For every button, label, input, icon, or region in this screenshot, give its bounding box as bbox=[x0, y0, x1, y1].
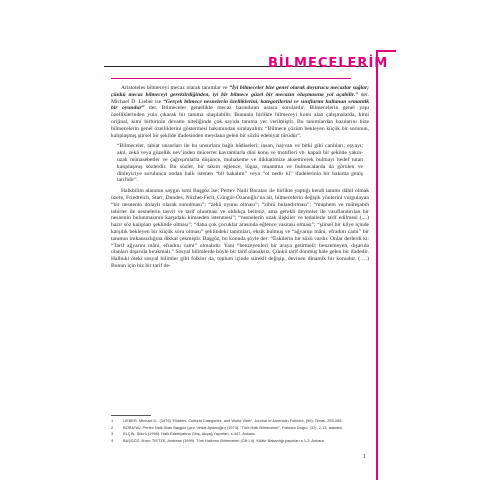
text-run: der. Bilmeceler genellikle mecaz barındıran ustaca sorulardır. Bilmecelerin genel yapı özelliklerinden yola çıkarak bir tanıma ulaşılabilir. Bununla birlikte bilmeceyi konu alan çalışmalarda, kimi orijinal, kimi birbirinin devamı niteliğinde çok sayıda tanıma yer verilmiştir. Bu tanımlardan bazılarını bize bilmecelerin genel özelliklerini göstermesi bakımından sıralayalım: “Bilmece çözüm bekleyen küçük bir sorunun, kalıplaşmış şiirsel bir şekilde ifadesinden meydana gelen bir sözlü edebiyat türüdür”. bbox=[111, 105, 369, 139]
footnote-number: 4 bbox=[111, 437, 114, 443]
paragraph-intro bbox=[111, 85, 369, 139]
aristoteles-quote: “İyi bilmeceler bize genel olarak doyurucu mecazlar sağlar; çünkü mecaz bilmeceyi gerektirdiğinden, iyi bir bilmece güzel bir mecazın oluşmasına yol açabilir.” bbox=[111, 85, 369, 98]
footnote-number: 1 bbox=[111, 418, 114, 423]
footnote-text: ELÇİN, Şükrü (1998). Halk Edebiyatına Giriş, Akçağ Yayınları, s.447, Ankara. bbox=[123, 431, 256, 437]
footnote-text: LIEBER, Michael D., (1976) “Riddles, Cultural Categories, and World View”, Journal of American Folklore, (89), Texas, 255-265. bbox=[123, 418, 343, 423]
footnote-rule bbox=[111, 415, 151, 416]
text-run: der. Michael D. Lieber ise bbox=[111, 91, 369, 105]
header-pink-corner bbox=[376, 50, 396, 52]
page-number: 1 bbox=[363, 454, 366, 460]
footnote bbox=[111, 425, 369, 432]
footnote-number: 2 bbox=[111, 424, 114, 430]
footnote-text: BAŞGÖZ, İlhan; TIETZE, Andreas (1999). Türk Halkının Bilmeceleri (Cilt I-II), Kültür Bakanlığı yayınları s.1-2, Ankara. bbox=[123, 437, 325, 443]
pink-margin-line bbox=[376, 50, 378, 480]
footnote bbox=[111, 438, 369, 445]
body-text bbox=[111, 85, 369, 270]
page-title: BİLMECELERİM bbox=[268, 56, 389, 71]
footnote-number: 3 bbox=[111, 431, 114, 437]
paragraph-basgoz: Halkbilim alanının saygın ismi Başgöz ise; Pertev Naili Boratav ile birlikte yaptığı kendi tanımı dâhil olmak üzere, Friedreich, Starr, Dundes, Nüzhet-Ferit, Güngör-Özanoğlu’na ait, bilmecelerin değişik yönlerini vurgulayan “bir nesnenin dolaylı olarak sunulması”; “zekâ oyunu olması”; “zihni bulandırması”; “müphem ve müteşabih tabirler ile nesnelerin tasvir ve tarif olunması ve oldukça belirsiz, ama gerekli deyimler ile vasıflandırılan bir nesnenin bulunmasının karşıdaki kimseden istenmesi”; “nesnelerin uzak ilişkiler ve tedailerle tarif edilmesi (....) hazır söz kalıpları şeklinde olması”; “daha çok çocuklar arasında eğlence vasıtası olması”; “şiirsel bir kliye içinde karşılık bekleyen bir küçük soru olması” şeklindeki tanımları, eksik bulmuş ve “ağyarını mâni, efradını cami” bir tanımın imkansızlığına dikkat çekmiştir. Başgöz, bu konuda şöyle der: “Eskilerin bir sözü vardır. Onlar derlerdi ki: “Tarif ağyarını mâni, efradını cami” olmalıdır. Yani “benzeyenleri bir araya getirmeli; benzemeyen, dışarıda olanları dışarıda bırakmalı.” Sosyal bilimlerde böyle bir tarif olanaksız. Çünkü tarif donmuş hale gelen bir ifadedir. Halbuki öteki sosyal bilimler gibi folklor da, toplum içinde sürekli değişip, devinen dinamik bir konudur. (….) Bunun için biz bir tarif de- bbox=[111, 188, 369, 269]
footnotes bbox=[111, 418, 369, 444]
footnote bbox=[111, 431, 369, 438]
footnote-text: BORATAV, Pertev Naili-İlhan Başgöz (çev. Vedat Aydınoğlu) (1974). “Türk Halk Bilmeceleri”, Folklora Doğru, (37), 2-13, İstanbul. bbox=[123, 424, 344, 430]
text-run: Aristoteles bilmeceyi mecaz olarak tanımlar ve bbox=[121, 85, 230, 91]
lieber-quote: “Gerçek bilmece nesnelerin özelliklerini, kategorilerini ve sınıflarını kullanan semantik bir oyundur” bbox=[111, 98, 369, 112]
header-pink-rule bbox=[111, 78, 351, 79]
block-quote: “Bilmeceler, tabiat unsurları ile bu unsurlara bağlı hâdiseleri; insan, hayvan ve bitki gibi canlıları; eşyayı; akıl, zekâ veya güzellik nev’inden mücerret kavramlarla dinî konu ve motifleri vb. kapalı bir şekilde yakın-uzak münasebetler ve çağrışımlarla düşünce, muhakeme ve dikkatimize aksettirerek bulmayı hedef tutan kalıplaşmış sözlerdir. Bu sözler, bir takım eğlence, lügaz, muamma ve bulmacalarda da görülen ve dinleyiciye sorulunca ondan hallı istenen “bil bakalım” veya “ol nedir ki” ifadelerinin bir bakıma geniş tarifidir”. bbox=[117, 143, 363, 184]
footnote bbox=[111, 418, 369, 425]
